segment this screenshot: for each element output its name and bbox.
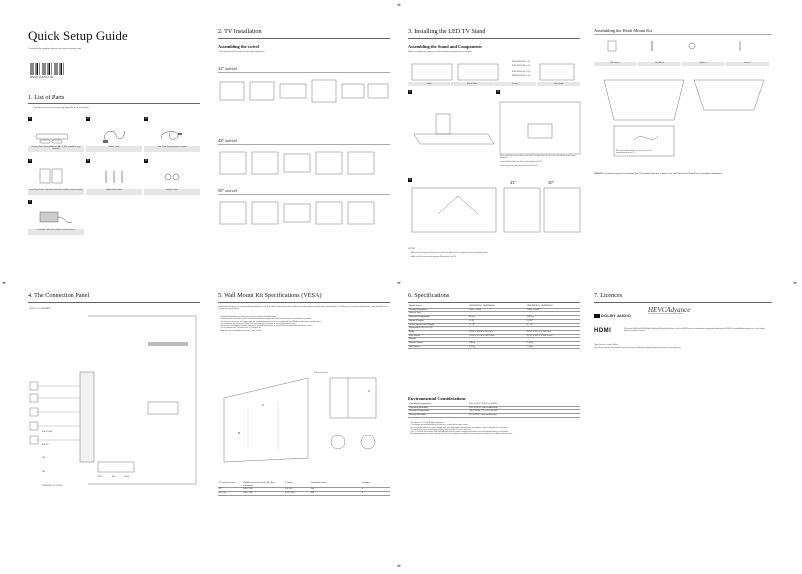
spec-note-1: • This device is a Class B digital apparatus. [410, 422, 445, 424]
port-hdmi-1: HDMI IN 1 (ARC) [42, 432, 53, 433]
step-note-2: Insert the Stand Guide into the slot on the bottom of the TV. [500, 162, 542, 163]
registration-mark: ⌖ [397, 563, 401, 570]
size-50: 50" [548, 180, 555, 185]
spec-note-2: • The design and specifications are subject to change without prior notice. [410, 424, 469, 427]
table-row: Weight [408, 338, 580, 342]
panel-led-stand [408, 28, 584, 278]
part-box-5: 5 [86, 159, 142, 193]
register-text: To register this product please visit www.samsung.com [28, 48, 82, 50]
table-row: Screen Size [408, 312, 580, 316]
holder-wire-icon [86, 165, 142, 190]
connection-panel-diagram [28, 312, 200, 492]
screw-label-3: BN96-30990G (M4 x L14) [512, 72, 531, 73]
vesa-header-spec: VESA screw hole specs (A * B) in millimeters [242, 482, 284, 488]
swivel-43-label: 43" swivel [218, 138, 237, 143]
panel-specifications [408, 292, 584, 562]
spec-col-2: UE43N5300 / UE43N5302 [526, 305, 580, 308]
registration-mark: ⌖ [2, 280, 6, 287]
barcode-code: BN68-11520U-00 [30, 75, 54, 79]
step-1: 1 [409, 90, 411, 93]
part-caption-3: Data Cable (Depending on the model) [144, 146, 200, 152]
hook-part-2: Long Bolt x 4 [638, 62, 681, 66]
wall-bullet-5: • Samsung is not liable for product damage or personal injury when a non-VESA or non-specified wall mount is used. [220, 325, 313, 328]
table-row: Stand Swivel (Left / Right) 0° / 0° 0° / 0° [408, 323, 580, 327]
spec-note-3: • For information about the power supply, and more information about power consumption, refer to the label on the product. [410, 426, 508, 429]
port-ex-link: EX-LINK [124, 477, 130, 478]
swivel-32-diagram [218, 76, 390, 116]
ir-extender-icon [28, 206, 84, 231]
part-caption-7: Ir Extender Cable (Not available in some locations) [28, 229, 84, 235]
caption-screws: Screws [494, 82, 536, 86]
notes-label: NOTES [408, 248, 415, 250]
data-cable-icon [144, 123, 200, 148]
swivel-32-label: 32" swivel [218, 66, 237, 71]
panel-tv-installation [218, 28, 390, 278]
open-source-title: Open Source Licence Notice [594, 344, 619, 346]
step-3: 3 [409, 178, 411, 181]
remote-icon [28, 125, 84, 147]
spec-table [408, 305, 580, 349]
wall-mount-title: 5. Wall Mount Kit Specifications (VESA) [218, 292, 322, 299]
wall-bullet-3: • Do not use screws that are longer than the standard dimension or do not comply with the VESA standard screw specifications. [220, 320, 322, 323]
table-row: 32 100 x 100 6.6~8.8 M4 4 [218, 488, 390, 492]
led-stand-title: 3. Installing the LED TV Stand [408, 28, 486, 35]
hook-mount-parts [594, 37, 772, 57]
part-caption-5: Holder-Wire cable [86, 189, 142, 195]
hdmi-text: The terms HDMI and HDMI High-Definition Multimedia Interface, and the HDMI Logo are trademarks or registered trademarks of HDMI Licensing Administrator, Inc. in the United States and other countries. [624, 328, 765, 333]
panel-connection [28, 292, 200, 562]
table-row: Body 733.8 x 436.8 x 78.5 mm 973.2 x 571.1 x 73.0 mm [408, 330, 580, 334]
swivel-50-label: 50" swivel [218, 188, 237, 193]
hdmi-logo: HDMI [594, 328, 612, 334]
wall-bullet-2: • Samsung wall mount kits contain a detailed installation manual and all parts necessary for assembly are provided. [220, 318, 312, 321]
licences-title: 7. Licences [594, 292, 623, 299]
spec-col-0: Model Name [408, 305, 468, 308]
holder-cable-icon [144, 165, 200, 190]
wall-mount-bracket-label: Wall mount bracket [314, 373, 328, 374]
step-note-3: Fasten 4 screws into the holes on the back of the TV. [500, 166, 538, 167]
screw-label-4: BN96-30990H (M4 x L14) [512, 76, 531, 77]
part-box-3: 3 [144, 117, 200, 151]
part-caption-6: Holder-Cable [144, 189, 200, 195]
spec-notes [410, 422, 582, 436]
table-row: With Stand 4.1 kg 7.8 kg [408, 345, 580, 349]
notes-item-1: • Make sure to distinguish between the front and back of each component when assembling them. [410, 252, 488, 254]
port-av-in: AV IN [112, 477, 116, 478]
part-box-1: 1 [28, 117, 84, 151]
spec-col-1: UE32N5300 / UE32N4300 [468, 305, 526, 308]
panel-wall-mount [218, 292, 390, 562]
tv-installation-subtitle: Assembling the swivel [218, 44, 260, 49]
vesa-header-screw: Standard Screw [310, 482, 361, 488]
specifications-title: 6. Specifications [408, 292, 450, 299]
hook-mount-title: Assembling the Hook Mount Kit [594, 28, 652, 33]
screw-label-1: BN96-30990E (M4 x L14) [512, 62, 531, 63]
notes-item-2: • Make sure that at least two persons lift and move the TV. [410, 256, 457, 258]
list-of-parts-note: • The parts/accessories may vary depending on the model. [32, 107, 89, 109]
part-box-4: 4 [28, 159, 84, 193]
hook-mount-diagram [594, 70, 772, 160]
spec-note-4: • To reduce the power consumption, please switch off the TV when not in use. [410, 428, 472, 431]
barcode [30, 63, 64, 75]
dolby-logo: DOLBY AUDIO [594, 313, 631, 318]
table-row: Dimensions (W x H x D) [408, 327, 580, 331]
hook-part-4: Screw x 4 [726, 62, 769, 66]
swivel-50-diagram [218, 198, 390, 234]
table-row: Storage Humidity 5% to 95%, non-condensing [408, 414, 580, 418]
vesa-header-size: TV size in inches [218, 482, 242, 488]
part-box-7: 7 [28, 200, 84, 234]
hook-part-3: Washer x 4 [682, 62, 725, 66]
table-row: Sound (Output) 10 W 20 W [408, 319, 580, 323]
table-row: Storage Temperature -20°C to 45°C (-4°F to 113°F) [408, 410, 580, 414]
port-hdmi-2: HDMI IN 2 [42, 445, 49, 446]
tv-installation-title: 2. TV Installation [218, 28, 262, 35]
page-title: Quick Setup Guide [28, 28, 128, 43]
guide-booklet-icon [28, 165, 84, 190]
hook-mount-note: When the wall-mount kit is not in use, place the supplied stand on the TV. [616, 150, 652, 155]
wall-mount-diagram [218, 358, 390, 468]
part-box-2: 2 [86, 117, 142, 151]
swivel-43-diagram [218, 148, 390, 184]
tv-installation-note: * The position of the swivel varies by model size. [218, 51, 266, 53]
wall-mount-intro: Install your wall mount on a solid wall perpendicular to the floor. When attaching to other building materials, please contact your nearest dealer. If installing on a ceiling or slanted wall, it may fall and result in severe personal injury. [218, 306, 388, 311]
svg-text:A: A [262, 403, 265, 407]
list-of-parts-title: 1. List of Parts [28, 94, 65, 101]
port-usb: USB [42, 458, 45, 459]
wall-mount-bullets [220, 316, 388, 332]
connection-panel-label: AUDIO OUT INTERFACE [30, 308, 51, 310]
table-row: Operating Humidity 10% to 80%, non-condensing [408, 406, 580, 410]
led-stand-subtitle: Assembling the Stand and Components [408, 44, 482, 49]
vesa-table [218, 482, 390, 496]
registration-mark: ⌖ [397, 2, 401, 9]
env-title: Environmental Considerations [408, 396, 466, 401]
step-2: 2 [497, 90, 499, 93]
caption-stand-guide: Stand Guide [451, 82, 493, 86]
table-row: Display Resolution 1920 x 1080 1920 x 1080 [408, 308, 580, 312]
svg-text:C: C [368, 389, 371, 393]
table-row: Operating Temperature 10°C to 40°C (50°F to 104°F) [408, 403, 580, 406]
wall-bullet-1: • Standard dimensions for wall mount kits are shown in the table below. [220, 316, 277, 318]
table-row: Without Stand 3.9 kg 7.6 kg [408, 342, 580, 346]
table-row: Measured Diagonally 80 cm 108 cm [408, 316, 580, 320]
part-caption-2: Power Cord [86, 146, 142, 152]
part-caption-1: Samsung Smart Remote/Batteries (AA x 2) (Not available in some locations) [28, 146, 84, 152]
spec-note-6: • An administration fee may be charged if either (a) an engineer is called out at your request and there is no defect in the product. [410, 433, 513, 436]
connection-panel-title: 4. The Connection Panel [28, 292, 90, 299]
power-cord-icon [86, 123, 142, 148]
caption-cable-guide: Cable Guide [537, 82, 580, 86]
open-source-text: Open Source used in this product can be found on the following webpage (https://opensource.samsung.com). [594, 347, 682, 349]
panel-licences [594, 292, 772, 562]
vesa-header-qty: Quantity [361, 482, 390, 488]
registration-mark: ⌖ [397, 280, 401, 287]
table-row: With Stand 733.8 x 472.8 x 163.2 mm 973.2 x 621.0 x 208.3 mm [408, 334, 580, 338]
panel-quick-setup [28, 28, 200, 278]
port-ant-in: ANT IN [98, 477, 103, 478]
size-43: 43" [510, 180, 517, 185]
wall-bullet-7: • Always have two people mount the TV onto a wall. [220, 329, 262, 332]
wall-bullet-4: • Do not fasten the screws too firmly. This may damage the product or cause the product to fall. [220, 322, 296, 325]
hook-part-1: Wall Holder x 2 [594, 62, 637, 66]
panel-hook-mount [594, 28, 772, 198]
part-box-6: 6 [144, 159, 200, 193]
env-table [408, 403, 580, 418]
hevc-logo: HEVCAdvance Covered by one or more claims of the HEVC patents [648, 306, 691, 315]
port-lan: LAN [42, 472, 45, 473]
table-row: 43 / 50 200 x 200 10.3~10.5 M8 4 [218, 492, 390, 496]
vesa-header-c: C (mm) [284, 482, 310, 488]
caption-stand: Stand [408, 82, 450, 86]
hook-mount-warning: WARNING: To prevent injury, you must attach this TV securely to the floor, a table, or the wall. Refer to the Manual for the installation information. [594, 173, 723, 175]
stand-step-3-diagram [408, 184, 584, 244]
spec-note-5: • Your TV and its accessories may look different from the product images presented in this manual depending on the model. [410, 431, 509, 434]
port-optical: DIGITAL AUDIO OUT (OPTICAL) [42, 486, 63, 487]
led-stand-intro: When installing the stand, use the provided components and parts. [408, 51, 473, 53]
dolby-icon [594, 314, 600, 318]
registration-mark: ⌖ [793, 280, 797, 287]
wall-bullet-6: • Do not mount the TV at more than a 15 degree tilt. [220, 327, 262, 330]
svg-text:B: B [238, 431, 241, 435]
part-caption-4: Quick Setup Guide / Regulatory Guide (Not available in some locations) [28, 189, 84, 195]
step-note-1: Place a soft cloth over the table to protect the TV, and then place the TV on the cloth with the screen facing downward. [500, 156, 576, 159]
screw-label-2: BN96-30990F (M4 x L14) [512, 66, 530, 67]
